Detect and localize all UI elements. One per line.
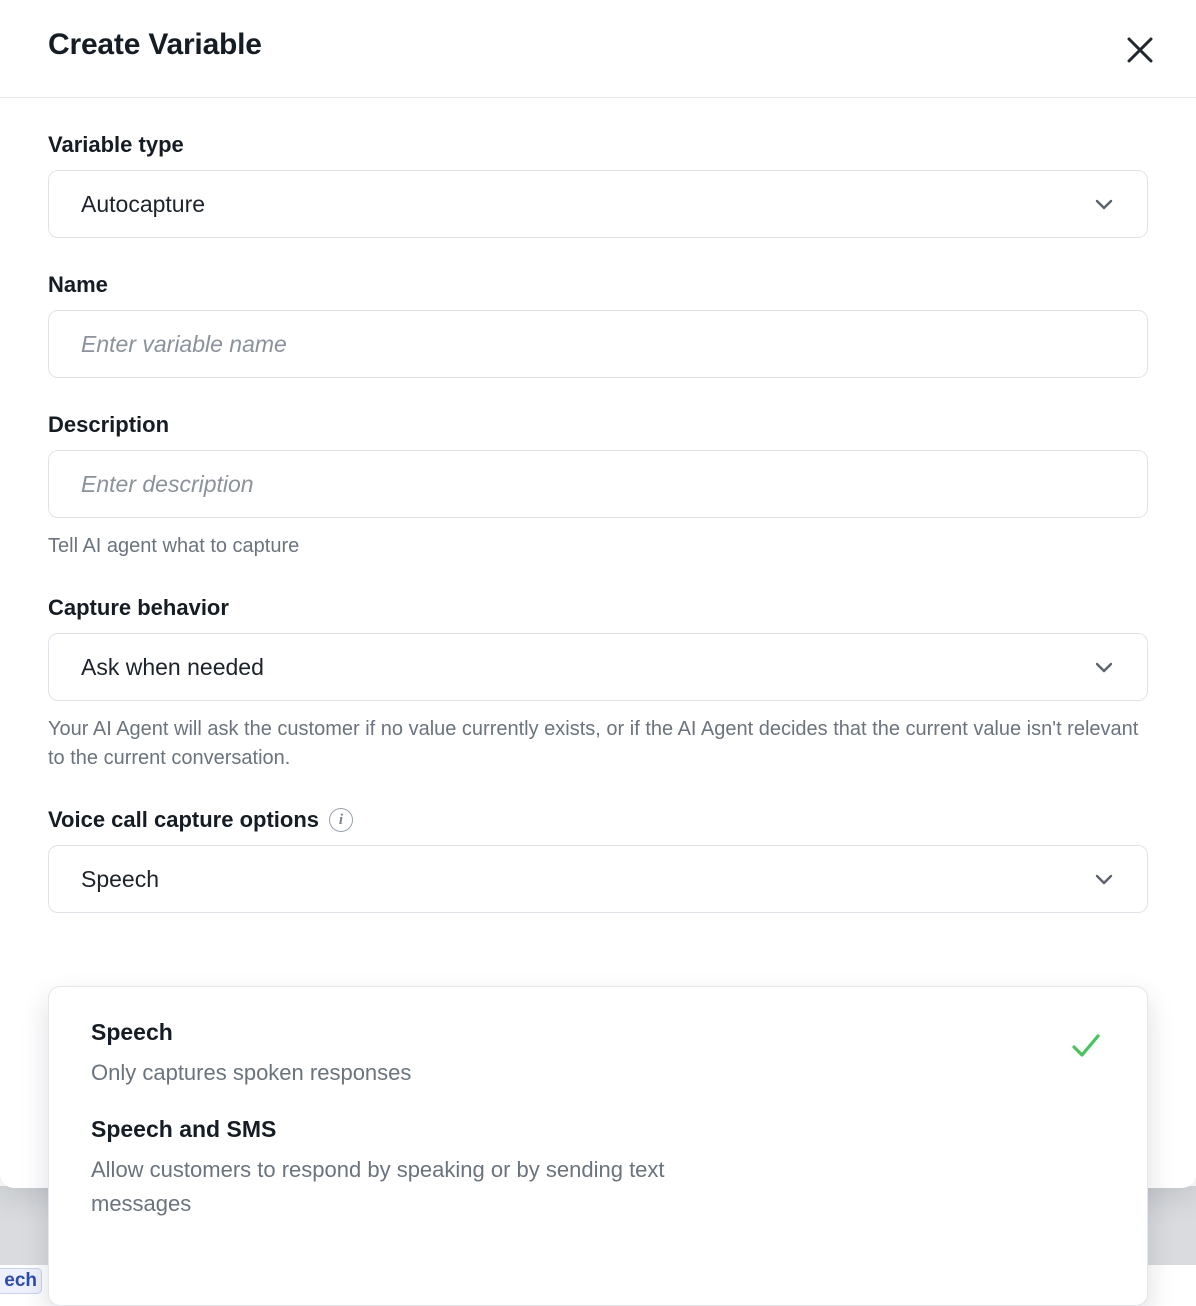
close-icon[interactable] — [1118, 28, 1162, 72]
capture-behavior-helper-text: Your AI Agent will ask the customer if no value currently exists, or if the AI Agent decides that the current value isn't relevant to the current conversation. — [48, 718, 1139, 769]
dropdown-option-speech[interactable] — [49, 1009, 1147, 1106]
voice-call-capture-dropdown — [48, 986, 1148, 1306]
variable-type-label: Variable type — [48, 132, 184, 157]
description-field-wrapper[interactable] — [48, 450, 1148, 518]
voice-call-capture-label: Voice call capture options — [48, 807, 319, 832]
chevron-down-icon — [1091, 654, 1117, 680]
name-label: Name — [48, 272, 108, 297]
capture-behavior-value: Ask when needed — [81, 653, 264, 680]
check-icon — [1069, 1029, 1103, 1063]
capture-behavior-select[interactable] — [48, 633, 1148, 701]
variable-type-value: Autocapture — [81, 190, 206, 217]
dropdown-option-subtitle: Only captures spoken responses — [91, 1060, 412, 1085]
background-variable-chip[interactable]: ech — [0, 1268, 42, 1294]
voice-call-capture-label-row — [48, 807, 1148, 833]
voice-call-capture-value: Speech — [81, 865, 160, 892]
modal-header — [0, 0, 1196, 98]
voice-call-capture-select[interactable] — [48, 845, 1148, 913]
name-input-placeholder[interactable]: Enter variable name — [81, 330, 287, 357]
description-helper-text: Tell AI agent what to capture — [48, 535, 300, 557]
chevron-down-icon — [1091, 191, 1117, 217]
dropdown-option-title: Speech and SMS — [91, 1116, 277, 1143]
modal-body — [0, 132, 1196, 913]
description-label: Description — [48, 412, 170, 437]
chevron-down-icon — [1091, 866, 1117, 892]
dropdown-option-subtitle: Allow customers to respond by speaking or by sending text messages — [91, 1157, 665, 1217]
dropdown-option-speech-and-sms[interactable] — [49, 1106, 1147, 1237]
variable-type-select[interactable] — [48, 170, 1148, 238]
page-title: Create Variable — [48, 28, 262, 61]
name-field-wrapper[interactable] — [48, 310, 1148, 378]
dropdown-option-title: Speech — [91, 1019, 173, 1045]
capture-behavior-label: Capture behavior — [48, 595, 229, 620]
description-input-placeholder[interactable]: Enter description — [81, 470, 254, 497]
info-icon[interactable]: i — [329, 808, 353, 832]
